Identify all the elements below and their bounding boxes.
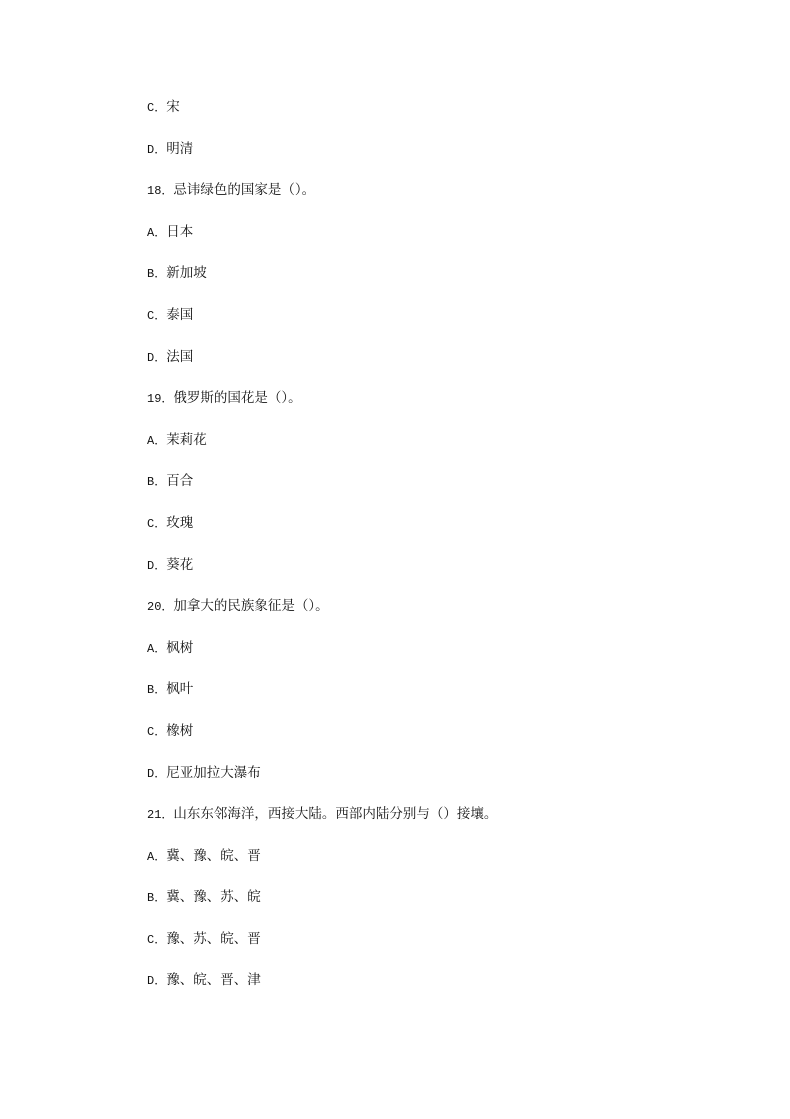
option-text: 法国	[166, 348, 194, 365]
option-a-q21	[147, 847, 497, 889]
option-label: D．	[147, 350, 167, 365]
option-label: B．	[147, 891, 167, 906]
option-c-q18	[147, 306, 497, 348]
option-a-q18	[147, 223, 497, 265]
option-a-q19	[147, 431, 497, 473]
option-label: B．	[147, 475, 167, 490]
option-text: 葵花	[166, 556, 194, 573]
option-label: A．	[147, 849, 167, 864]
option-text: 新加坡	[166, 265, 207, 282]
option-label: B．	[147, 267, 167, 282]
option-text: 枫叶	[166, 681, 194, 698]
question-text: 俄罗斯的国花是（）。	[173, 390, 302, 407]
option-text: 尼亚加拉大瀑布	[166, 764, 261, 781]
option-d-q17	[147, 140, 497, 182]
option-d-q18	[147, 348, 497, 390]
option-text: 冀、豫、苏、皖	[166, 889, 261, 906]
option-text: 百合	[166, 473, 194, 490]
option-text: 泰国	[166, 306, 194, 323]
question-text: 山东东邻海洋，西接大陆。西部内陆分别与（）接壤。	[173, 806, 498, 823]
question-number: 19．	[147, 392, 174, 407]
option-a-q20	[147, 639, 497, 681]
question-20	[147, 597, 497, 639]
question-text: 忌讳绿色的国家是（）。	[173, 182, 316, 199]
option-text: 宋	[166, 99, 180, 115]
option-c-q21	[147, 930, 497, 972]
option-label: C．	[147, 516, 167, 531]
option-label: C．	[147, 724, 167, 739]
option-b-q20	[147, 680, 497, 722]
option-label: C．	[147, 101, 167, 115]
option-label: D．	[147, 974, 167, 989]
document-page	[147, 98, 497, 1013]
question-21	[147, 805, 497, 847]
option-label: C．	[147, 932, 167, 947]
option-b-q19	[147, 472, 497, 514]
option-text: 茉莉花	[166, 431, 207, 448]
option-label: A．	[147, 225, 167, 240]
question-number: 20．	[147, 600, 174, 615]
option-text: 枫树	[166, 639, 194, 656]
option-text: 豫、皖、晋、津	[166, 972, 261, 989]
option-label: D．	[147, 142, 167, 157]
option-label: D．	[147, 766, 167, 781]
option-label: A．	[147, 641, 167, 656]
option-c-q19	[147, 514, 497, 556]
question-text: 加拿大的民族象征是（）。	[173, 598, 329, 615]
option-label: D．	[147, 558, 167, 573]
question-number: 21．	[147, 808, 174, 823]
option-b-q21	[147, 888, 497, 930]
question-number: 18．	[147, 184, 174, 199]
option-d-q21	[147, 971, 497, 1013]
question-19	[147, 389, 497, 431]
option-text: 日本	[166, 223, 194, 240]
option-text: 橡树	[166, 722, 194, 739]
option-c-q17	[147, 98, 497, 140]
option-text: 豫、苏、皖、晋	[166, 930, 261, 947]
option-b-q18	[147, 264, 497, 306]
option-text: 玫瑰	[166, 514, 194, 531]
option-c-q20	[147, 722, 497, 764]
option-label: C．	[147, 308, 167, 323]
option-label: A．	[147, 433, 167, 448]
option-text: 冀、豫、皖、晋	[166, 847, 261, 864]
option-label: B．	[147, 683, 167, 698]
option-d-q19	[147, 556, 497, 598]
option-d-q20	[147, 764, 497, 806]
question-18	[147, 181, 497, 223]
option-text: 明清	[166, 140, 194, 157]
